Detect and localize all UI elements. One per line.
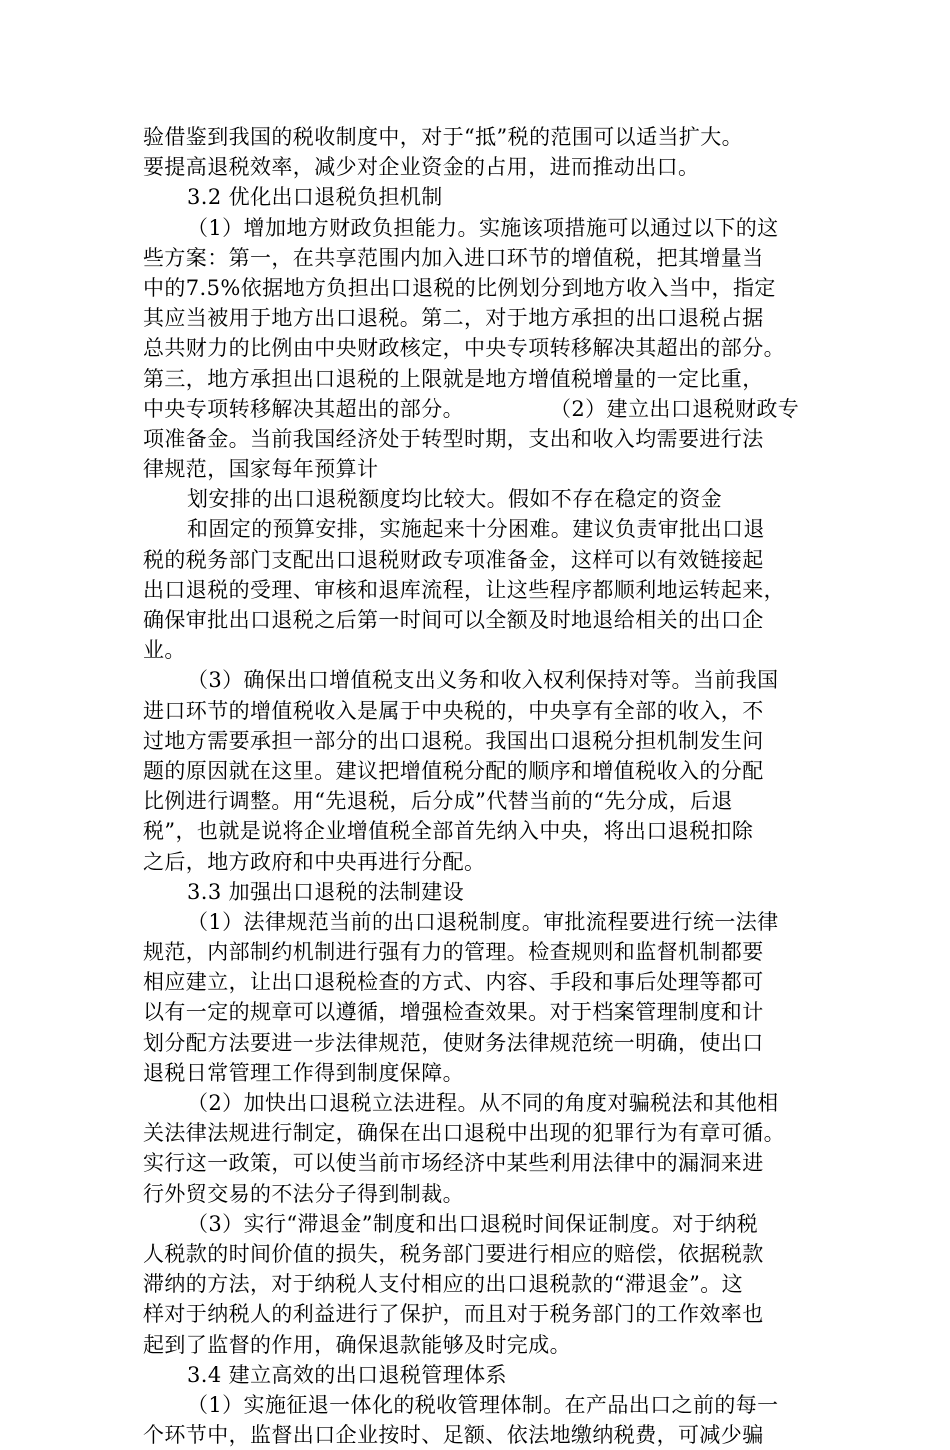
text-line: （1）实施征退一体化的税收管理体制。在产品出口之前的每一	[187, 1392, 779, 1417]
text-line: 关法律法规进行制定，确保在出口退税中出现的犯罪行为有章可循。	[143, 1121, 785, 1146]
text-line: 税”，也就是说将企业增值税全部首先纳入中央，将出口退税扣除	[143, 819, 754, 844]
text-line: （3）实行“滞退金”制度和出口退税时间保证制度。对于纳税	[187, 1211, 759, 1236]
text-line: 退税日常管理工作得到制度保障。	[143, 1060, 464, 1085]
text-line: 其应当被用于地方出口退税。第二，对于地方承担的出口退税占据	[143, 306, 764, 331]
text-line: 划安排的出口退税额度均比较大。假如不存在稳定的资金	[187, 487, 722, 512]
text-line: （1）增加地方财政负担能力。实施该项措施可以通过以下的这	[187, 215, 779, 240]
text-line: 以有一定的规章可以遵循，增强检查效果。对于档案管理制度和计	[143, 1000, 764, 1025]
text-line: 样对于纳税人的利益进行了保护，而且对于税务部门的工作效率也	[143, 1302, 764, 1327]
text-line: 中的7.5%依据地方负担出口退税的比例划分到地方收入当中，指定	[143, 275, 776, 300]
text-line: 过地方需要承担一部分的出口退税。我国出口退税分担机制发生问	[143, 728, 764, 753]
text-line: （2）加快出口退税立法进程。从不同的角度对骗税法和其他相	[187, 1091, 779, 1115]
section-heading: 3.3 加强出口退税的法制建设	[187, 879, 465, 904]
text-line: 第三，地方承担出口退税的上限就是地方增值税增量的一定比重，	[143, 366, 764, 391]
text-line: （3）确保出口增值税支出义务和收入权利保持对等。当前我国	[187, 668, 779, 693]
text-line: 相应建立，让出口退税检查的方式、内容、手段和事后处理等都可	[143, 970, 764, 995]
text-line: 人税款的时间价值的损失，税务部门要进行相应的赔偿，依据税款	[143, 1241, 764, 1266]
text-line: 之后，地方政府和中央再进行分配。	[143, 849, 486, 874]
text-line: 总共财力的比例由中央财政核定，中央专项转移解决其超出的部分。	[143, 336, 785, 361]
text-line: 行外贸交易的不法分子得到制裁。	[143, 1181, 464, 1206]
text-line: 个环节中，监督出口企业按时、足额、依法地缴纳税费，可减少骗	[143, 1423, 764, 1448]
text-line: 滞纳的方法，对于纳税人支付相应的出口退税款的“滞退金”。这	[143, 1272, 744, 1297]
text-line: 确保审批出口退税之后第一时间可以全额及时地退给相关的出口企	[143, 608, 764, 632]
text-line: 进口环节的增值税收入是属于中央税的，中央享有全部的收入，不	[143, 698, 764, 723]
text-line: 业。	[143, 638, 186, 663]
text-line: 税的税务部门支配出口退税财政专项准备金，这样可以有效链接起	[143, 547, 764, 572]
text-line: 出口退税的受理、审核和退库流程，让这些程序都顺利地运转起来，	[143, 577, 785, 602]
document-body	[143, 122, 815, 1450]
text-line: 要提高退税效率，减少对企业资金的占用，进而推动出口。	[143, 155, 700, 180]
text-line: 划分配方法要进一步法律规范，使财务法律规范统一明确，使出口	[143, 1030, 764, 1055]
text-line: 比例进行调整。用“先退税，后分成”代替当前的“先分成，后退	[143, 789, 733, 814]
text-line: 和固定的预算安排，实施起来十分困难。建议负责审批出口退	[187, 517, 765, 542]
text-line: 规范，内部制约机制进行强有力的管理。检查规则和监督机制都要	[143, 940, 764, 965]
section-heading: 3.4 建立高效的出口退税管理体系	[187, 1362, 507, 1387]
text-line: 题的原因就在这里。建议把增值税分配的顺序和增值税收入的分配	[143, 758, 764, 783]
text-line: 验借鉴到我国的税收制度中，对于“抵”税的范围可以适当扩大。	[143, 125, 744, 149]
text-line: 项准备金。当前我国经济处于转型时期，支出和收入均需要进行法	[143, 426, 764, 451]
section-heading: 3.2 优化出口退税负担机制	[187, 185, 443, 210]
text-line: 起到了监督的作用，确保退款能够及时完成。	[143, 1332, 571, 1357]
text-line: （1）法律规范当前的出口退税制度。审批流程要进行统一法律	[187, 909, 779, 934]
text-line: 中央专项转移解决其超出的部分。 （2）建立出口退税财政专	[143, 396, 800, 421]
text-line: 些方案：第一，在共享范围内加入进口环节的增值税，把其增量当	[143, 245, 764, 270]
text-line: 律规范，国家每年预算计	[143, 457, 379, 482]
text-line: 实行这一政策，可以使当前市场经济中某些利用法律中的漏洞来进	[143, 1151, 764, 1176]
